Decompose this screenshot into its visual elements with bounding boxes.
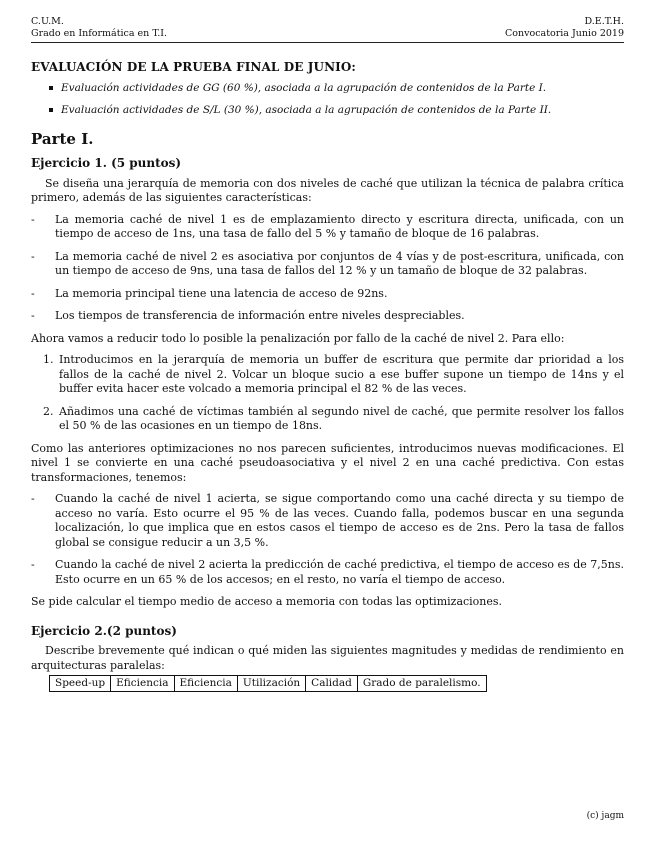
page-content	[31, 60, 624, 692]
characteristic-item: - La memoria caché de nivel 1 es de emplazamiento directo y escritura directa, unificada, con un tiempo de acceso de 1ns, una tasa de fallo del 5 % y tamaño de bloque de 16 palabras.	[31, 212, 624, 240]
header-left-line2: Grado en Informática en T.I.	[31, 28, 168, 39]
exercise-1-intro: Se diseña una jerarquía de memoria con dos niveles de caché que utilizan la técnica de palabra crítica primero, además de las siguientes características:	[31, 176, 624, 204]
characteristic-text: La memoria caché de nivel 2 es asociativa por conjuntos de 4 vías y de post-escritura, unificada, con un tiempo de acceso de 9ns, una tasa de fallos del 12 % y un tamaño de bloque de 32 palabras.	[55, 249, 624, 277]
modification-item: - Cuando la caché de nivel 2 acierta la predicción de caché predictiva, el tiempo de acceso es de 7,5ns. Esto ocurre en un 65 % de los accesos; en el resto, no varía el tiempo de acceso.	[31, 558, 624, 586]
exercise-1-title: Ejercicio 1. (5 puntos)	[31, 156, 182, 170]
optimization-steps	[31, 353, 624, 434]
exercise-2-title: Ejercicio 2.(2 puntos)	[31, 623, 177, 638]
reduce-paragraph: Ahora vamos a reducir todo lo posible la penalización por fallo de la caché de nivel 2. Para ello:	[31, 331, 565, 345]
modification-item: - Cuando la caché de nivel 1 acierta, se sigue comportando como una caché directa y su tiempo de acceso no varía. Esto ocurre el 95 % de las veces. Cuando falla, podemos buscar en una segunda localización, lo que implica que en estos casos el tiempo de acceso es de 2ns. Pero la tasa de fallos global se consigue reducir a un 3,5 %.	[31, 492, 624, 549]
characteristic-item: - La memoria caché de nivel 2 es asociativa por conjuntos de 4 vías y de post-escritura, unificada, con un tiempo de acceso de 9ns, una tasa de fallos del 12 % y un tamaño de bloque de 32 palabras.	[31, 249, 624, 277]
measures-row	[50, 676, 487, 692]
step-text: Introducimos en la jerarquía de memoria un buffer de escritura que permite dar prioridad a los fallos de la caché de nivel 2. Volcar un bloque sucio a ese buffer supone un tiempo de 14ns y el buffer evita hacer este volcado a memoria principal el 82 % de las veces.	[59, 353, 624, 395]
measures-table	[49, 675, 487, 692]
modification-text: Cuando la caché de nivel 1 acierta, se sigue comportando como una caché directa y su tiempo de acceso no varía. Esto ocurre el 95 % de las veces. Cuando falla, podemos buscar en una segunda localización, lo que implica que en estos casos el tiempo de acceso es de 2ns. Pero la tasa de fallos global se consigue reducir a un 3,5 %.	[55, 492, 624, 549]
header-left-line1: C.U.M.	[31, 16, 64, 27]
header-rule	[31, 42, 624, 43]
evaluation-title: EVALUACIÓN DE LA PRUEBA FINAL DE JUNIO:	[31, 60, 356, 74]
header-right-line1: D.E.T.H.	[584, 16, 624, 27]
part-title: Parte I.	[31, 129, 94, 148]
measure-cell: Speed-up	[50, 676, 111, 692]
characteristic-text: La memoria principal tiene una latencia de acceso de 92ns.	[55, 286, 388, 300]
measure-cell: Eficiencia	[174, 676, 237, 692]
exercise-1-question: Se pide calcular el tiempo medio de acceso a memoria con todas las optimizaciones.	[31, 595, 503, 608]
measure-cell: Calidad	[306, 676, 358, 692]
measure-cell: Utilización	[237, 676, 305, 692]
characteristic-text: Los tiempos de transferencia de información entre niveles despreciables.	[55, 309, 465, 322]
characteristic-item: - La memoria principal tiene una latencia de acceso de 92ns.	[31, 286, 388, 300]
optimization-step	[31, 353, 624, 397]
evaluation-list	[31, 81, 624, 118]
characteristic-item: - Los tiempos de transferencia de información entre niveles despreciables.	[31, 309, 465, 322]
measure-cell: Grado de paralelismo.	[357, 676, 486, 692]
step-number: 2.	[43, 404, 54, 418]
step-text: Añadimos una caché de víctimas también al segundo nivel de caché, que permite resolver los fallos el 50 % de las ocasiones en un tiempo de 18ns.	[59, 404, 624, 432]
modification-text: Cuando la caché de nivel 2 acierta la predicción de caché predictiva, el tiempo de acceso es de 7,5ns. Esto ocurre en un 65 % de los accesos; en el resto, no varía el tiempo de acceso.	[55, 558, 624, 586]
optimization-step	[31, 405, 624, 434]
modifications-paragraph: Como las anteriores optimizaciones no nos parecen suficientes, introducimos nuevas modificaciones. El nivel 1 se convierte en una caché pseudoasociativa y el nivel 2 en una caché predictiva. Con estas transformaciones, tenemos:	[31, 441, 624, 484]
page-footer: (c) jagm	[586, 811, 624, 821]
evaluation-item: Evaluación actividades de S/L (30 %), asociada a la agrupación de contenidos de la Parte II.	[49, 103, 624, 118]
page-header	[31, 16, 624, 40]
header-right-line2: Convocatoria Junio 2019	[505, 28, 624, 39]
exercise-2-intro: Describe brevemente qué indican o qué miden las siguientes magnitudes y medidas de rendimiento en arquitecturas paralelas:	[31, 644, 624, 672]
step-number: 1.	[43, 353, 54, 366]
evaluation-item: Evaluación actividades de GG (60 %), asociada a la agrupación de contenidos de la Parte I.	[49, 81, 624, 96]
characteristic-text: La memoria caché de nivel 1 es de emplazamiento directo y escritura directa, unificada, con un tiempo de acceso de 1ns, una tasa de fallo del 5 % y tamaño de bloque de 16 palabras.	[55, 212, 624, 240]
measure-cell: Eficiencia	[111, 676, 174, 692]
